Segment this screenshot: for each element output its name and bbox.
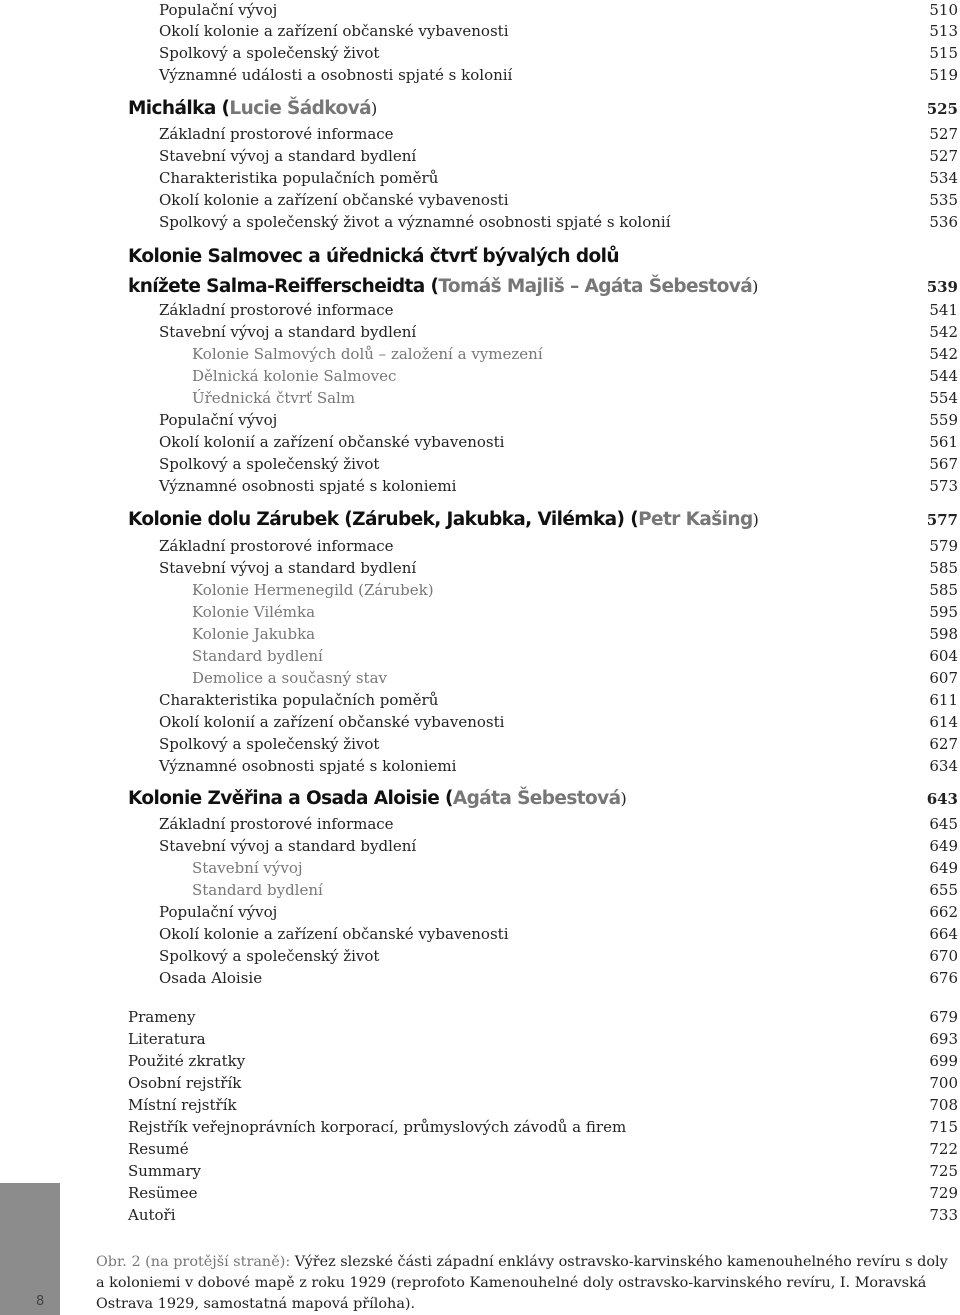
toc-entry [0, 646, 960, 668]
toc-page-number: 627 [929, 735, 958, 753]
toc-page-number: 655 [929, 881, 958, 899]
toc-entry [0, 1161, 960, 1183]
toc-entry-title: Summary [128, 1162, 201, 1180]
caption-text: Výřez slezské části západní enklávy ostravsko-karvinského kamenouhelného revíru s doly a koloniemi v dobové mapě z roku 1929 (reprofoto Kamenouhelné doly ostravsko-karvinského revíru, I. Moravská Ostrava 1929, samostatná mapová příloha). [96, 1254, 948, 1312]
toc-entry-title: Okolí kolonie a zařízení občanské vybavenosti [159, 925, 509, 943]
toc-entry [0, 968, 960, 990]
toc-entry-title: Stavební vývoj a standard bydlení [159, 559, 417, 577]
toc-entry-title: Charakteristika populačních poměrů [159, 691, 439, 709]
toc-entry-title: Literatura [128, 1030, 206, 1048]
toc-entry-title: Spolkový a společenský život [159, 455, 380, 473]
toc-entry-title: Spolkový a společenský život [159, 44, 380, 62]
toc-entry-title: Kolonie Hermenegild (Zárubek) [192, 581, 434, 599]
toc-page-number: 519 [929, 66, 958, 84]
toc-page-number: 729 [929, 1184, 958, 1202]
toc-entry-title: Stavební vývoj [192, 859, 303, 877]
toc-page-number: 699 [929, 1052, 958, 1070]
toc-page-number: 513 [929, 22, 958, 40]
toc-page-number: 573 [929, 477, 958, 495]
toc-entry [0, 536, 960, 558]
toc-entry-title: Populační vývoj [159, 1, 278, 19]
toc-page-number: 510 [929, 1, 958, 19]
toc-page-number: 725 [929, 1162, 958, 1180]
toc-chapter-heading [0, 789, 960, 811]
toc-entry [0, 0, 960, 22]
toc-entry-title: Okolí kolonií a zařízení občanské vybavenosti [159, 713, 505, 731]
closing-parenthesis: ) [370, 99, 377, 118]
toc-entry-title: Stavební vývoj a standard bydlení [159, 837, 417, 855]
toc-entry [0, 924, 960, 946]
toc-page-number: 733 [929, 1206, 958, 1224]
toc-page-number: 544 [929, 367, 958, 385]
toc-entry [0, 880, 960, 902]
toc-entry [0, 734, 960, 756]
toc-entry [0, 858, 960, 880]
toc-entry-title: Okolí kolonie a zařízení občanské vybavenosti [159, 22, 509, 40]
toc-entry [0, 1073, 960, 1095]
toc-entry-title: Osobní rejstřík [128, 1074, 242, 1092]
toc-entry-title: Osada Aloisie [159, 969, 263, 987]
toc-entry [0, 388, 960, 410]
toc-entry [0, 902, 960, 924]
toc-entry-title: Základní prostorové informace [159, 125, 394, 143]
toc-page-number: 577 [926, 511, 958, 529]
toc-page-number: 649 [929, 859, 958, 877]
toc-page-number: 604 [929, 647, 958, 665]
toc-entry-title [128, 277, 758, 297]
toc-page-number: 554 [929, 389, 958, 407]
toc-entry-title: Významné osobnosti spjaté s koloniemi [159, 477, 457, 495]
toc-page-number: 700 [929, 1074, 958, 1092]
chapter-title: Michálka ( [128, 98, 230, 119]
toc-chapter-heading [0, 99, 960, 121]
caption-label: Obr. 2 (na protější straně): [96, 1254, 291, 1270]
toc-entry-title: Významné události a osobnosti spjaté s kolonií [159, 66, 513, 84]
toc-entry [0, 190, 960, 212]
chapter-title: Kolonie Zvěřina a Osada Aloisie ( [128, 788, 453, 809]
toc-page-number: 634 [929, 757, 958, 775]
toc-entry [0, 1205, 960, 1227]
toc-page-number: 515 [929, 44, 958, 62]
toc-page-number: 527 [929, 125, 958, 143]
toc-entry [0, 124, 960, 146]
toc-entry [0, 168, 960, 190]
toc-entry-title: Spolkový a společenský život a významné osobnosti spjaté s kolonií [159, 213, 671, 231]
toc-chapter-heading [0, 277, 960, 299]
toc-entry [0, 43, 960, 65]
toc-entry [0, 454, 960, 476]
toc-page-number: 670 [929, 947, 958, 965]
toc-page-number: 539 [926, 278, 958, 296]
toc-entry-title: Kolonie Jakubka [192, 625, 316, 643]
toc-entry-title: Standard bydlení [192, 881, 323, 899]
toc-entry-title: Okolí kolonie a zařízení občanské vybavenosti [159, 191, 509, 209]
toc-entry-title: Okolí kolonií a zařízení občanské vybavenosti [159, 433, 505, 451]
toc-entry-title [128, 247, 619, 267]
toc-entry-title: Spolkový a společenský život [159, 735, 380, 753]
toc-page-number: 662 [929, 903, 958, 921]
chapter-author: Agáta Šebestová [452, 788, 621, 809]
toc-entry-title: Úřednická čtvrť Salm [192, 389, 356, 407]
toc-entry [0, 432, 960, 454]
toc-entry [0, 322, 960, 344]
toc-entry-title: Charakteristika populačních poměrů [159, 169, 439, 187]
toc-entry [0, 1095, 960, 1117]
page-number-tab [0, 1183, 60, 1315]
toc-page-number: 664 [929, 925, 958, 943]
toc-page-number: 595 [929, 603, 958, 621]
chapter-title: Kolonie Salmovec a úřednická čtvrť bývalých dolů [128, 246, 619, 267]
toc-entry [0, 836, 960, 858]
toc-entry [0, 1007, 960, 1029]
toc-page-number: 611 [929, 691, 958, 709]
toc-entry [0, 146, 960, 168]
toc-page-number: 535 [929, 191, 958, 209]
toc-entry-title: Kolonie Vilémka [192, 603, 316, 621]
toc-entry-title: Prameny [128, 1008, 196, 1026]
toc-page-number: 676 [929, 969, 958, 987]
toc-entry [0, 946, 960, 968]
toc-page-number: 534 [929, 169, 958, 187]
toc-page-number: 567 [929, 455, 958, 473]
toc-page-number: 679 [929, 1008, 958, 1026]
toc-entry-title: Dělnická kolonie Salmovec [192, 367, 397, 385]
toc-entry [0, 602, 960, 624]
toc-page-number: 649 [929, 837, 958, 855]
toc-page-number: 527 [929, 147, 958, 165]
toc-entry-title [128, 99, 377, 119]
toc-entry-title: Místní rejstřík [128, 1096, 237, 1114]
toc-entry-title: Stavební vývoj a standard bydlení [159, 323, 417, 341]
toc-entry-title: Kolonie Salmových dolů – založení a vymezení [192, 345, 543, 363]
toc-entry-title: Autoři [128, 1206, 176, 1224]
toc-entry [0, 212, 960, 234]
toc-entry-title: Spolkový a společenský život [159, 947, 380, 965]
toc-entry [0, 344, 960, 366]
closing-parenthesis: ) [752, 510, 759, 529]
toc-page-number: 579 [929, 537, 958, 555]
toc-entry [0, 300, 960, 322]
toc-page-number: 585 [929, 559, 958, 577]
toc-page-number: 722 [929, 1140, 958, 1158]
toc-entry [0, 1183, 960, 1205]
toc-entry [0, 624, 960, 646]
toc-page-number: 708 [929, 1096, 958, 1114]
chapter-author: Petr Kašing [638, 509, 753, 530]
toc-page-number: 542 [929, 345, 958, 363]
toc-entry-title: Základní prostorové informace [159, 537, 394, 555]
toc-entry [0, 1029, 960, 1051]
closing-parenthesis: ) [752, 277, 758, 296]
toc-entry [0, 712, 960, 734]
toc-entry [0, 814, 960, 836]
toc-entry [0, 690, 960, 712]
toc-chapter-heading [0, 247, 960, 269]
toc-entry [0, 1051, 960, 1073]
toc-page-number: 559 [929, 411, 958, 429]
page-number: 8 [36, 1294, 45, 1309]
toc-entry [0, 756, 960, 778]
toc-page-number: 542 [929, 323, 958, 341]
toc-entry [0, 21, 960, 43]
toc-entry-title: Stavební vývoj a standard bydlení [159, 147, 417, 165]
toc-entry-title: Základní prostorové informace [159, 301, 394, 319]
toc-entry [0, 1117, 960, 1139]
toc-page-number: 561 [929, 433, 958, 451]
toc-page-number: 598 [929, 625, 958, 643]
toc-entry-title: Použité zkratky [128, 1052, 246, 1070]
toc-page-number: 525 [926, 100, 958, 118]
chapter-author: Tomáš Majliš – Agáta Šebestová [438, 276, 753, 297]
toc-entry-title: Populační vývoj [159, 903, 278, 921]
toc-page-number: 693 [929, 1030, 958, 1048]
figure-caption [96, 1252, 958, 1315]
toc-entry [0, 1139, 960, 1161]
toc-page-number: 645 [929, 815, 958, 833]
toc-page-number: 585 [929, 581, 958, 599]
toc-entry [0, 476, 960, 498]
toc-page-number: 715 [929, 1118, 958, 1136]
toc-entry-title [128, 789, 626, 809]
toc-entry-title: Standard bydlení [192, 647, 323, 665]
toc-entry [0, 580, 960, 602]
toc-page-number: 643 [926, 790, 958, 808]
toc-entry-title: Významné osobnosti spjaté s koloniemi [159, 757, 457, 775]
toc-page-number: 541 [929, 301, 958, 319]
toc-page-number: 607 [929, 669, 958, 687]
toc-entry [0, 65, 960, 87]
toc-entry-title: Resümee [128, 1184, 198, 1202]
chapter-author: Lucie Šádková [229, 98, 371, 119]
closing-parenthesis: ) [620, 789, 627, 808]
toc-entry [0, 410, 960, 432]
chapter-title: knížete Salma-Reifferscheidta ( [128, 276, 439, 297]
toc-entry-title: Základní prostorové informace [159, 815, 394, 833]
toc-entry [0, 668, 960, 690]
toc-chapter-heading [0, 510, 960, 532]
toc-entry-title: Demolice a současný stav [192, 669, 387, 687]
toc-entry-title: Rejstřík veřejnoprávních korporací, průmyslových závodů a firem [128, 1118, 627, 1136]
toc-entry [0, 558, 960, 580]
toc-entry-title: Resumé [128, 1140, 189, 1158]
toc-page-number: 614 [929, 713, 958, 731]
toc-entry [0, 366, 960, 388]
toc-page-number: 536 [929, 213, 958, 231]
chapter-title: Kolonie dolu Zárubek (Zárubek, Jakubka, Vilémka) ( [128, 509, 639, 530]
toc-entry-title [128, 510, 758, 530]
toc-entry-title: Populační vývoj [159, 411, 278, 429]
